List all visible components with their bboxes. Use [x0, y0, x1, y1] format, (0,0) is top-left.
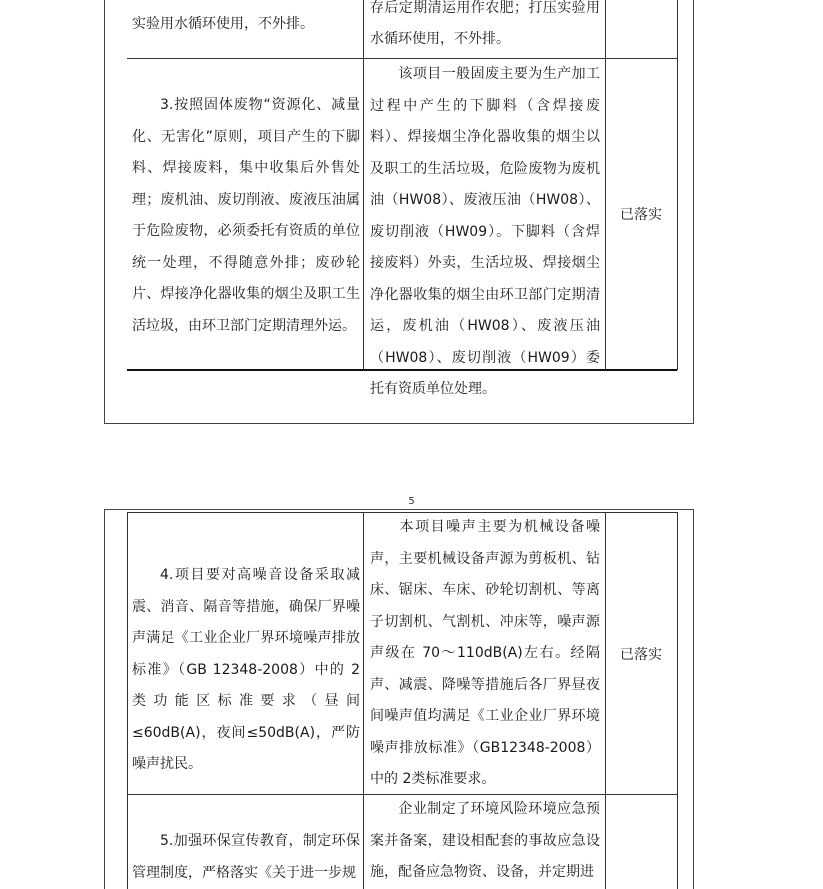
table-column-divider [363, 0, 364, 370]
row4-left: 4.项目要对高噪音设备采取减震、消音、隔音等措施，确保厂界噪声满足《工业企业厂界环境噪声排放标准》（GB 12348-2008）中的 2类功能区标准要求（昼间≤60dB(A)，夜间≤50dB(A)，严防噪声扰民。 [132, 567, 360, 772]
table-cell-requirement [132, 826, 360, 889]
status-cell: 已落实 [620, 647, 662, 663]
row-partial-left: 实验用水循环使用，不外排。 [132, 16, 314, 32]
table-cell-requirement [132, 560, 360, 781]
table-cell-implementation [370, 512, 600, 796]
table-column-divider [605, 0, 606, 370]
table-column-divider [605, 512, 606, 889]
table-column-divider [677, 58, 678, 370]
table-column-divider [677, 512, 678, 889]
table-cell-implementation [370, 59, 600, 406]
page-number: 5 [408, 496, 415, 507]
document-page-top [104, 0, 694, 424]
row3-left: 3.按照固体废物“资源化、减量化、无害化”原则，项目产生的下脚料、焊接废料，集中收集后外售处理；废机油、废切削液、废液压油属于危险废物，必须委托有资质的单位统一处理，不得随意外排；废砂轮片、焊接净化器收集的烟尘及职工生活垃圾，由环卫部门定期清理外运。 [132, 97, 360, 334]
table-cell-requirement [132, 9, 360, 40]
row-partial-right: 存后定期清运用作农肥；打压实验用水循环使用，不外排。 [370, 0, 600, 47]
document-page-bottom [104, 509, 694, 889]
row4-right: 本项目噪声主要为机械设备噪声，主要机械设备声源为剪板机、钻床、锯床、车床、砂轮切割机、等离子切割机、气割机、冲床等，噪声源声级在 70～110dB(A)左右。经隔声、减震、降噪等措施后各厂界昼夜间噪声值均满足《工业企业厂界环境噪声排放标准》（GB12348-2008）中的 2类标准要求。 [370, 519, 600, 787]
table-cell-implementation [370, 794, 600, 889]
table-column-divider [127, 512, 128, 889]
table-column-divider [677, 0, 678, 58]
table-cell-implementation [370, 0, 600, 55]
row5-left: 5.加强环保宣传教育，制定环保管理制度，严格落实《关于进一步规 [132, 833, 360, 881]
row5-right: 企业制定了环境风险环境应急预案并备案，建设相配套的事故应急设施，配备应急物资、设备，并定期进 [370, 801, 600, 880]
table-cell-requirement [132, 90, 360, 342]
row3-right: 该项目一般固废主要为生产加工过程中产生的下脚料（含焊接废料）、焊接烟尘净化器收集的烟尘以及职工的生活垃圾，危险废物为废机油（HW08）、废液压油（HW08）、废切削液（HW09）。下脚料（含焊接废料）外卖，生活垃圾、焊接烟尘净化器收集的烟尘由环卫部门定期清运，废机油（HW08）、废液压油（HW08）、废切削液（HW09）委托有资质单位处理。 [370, 66, 600, 397]
table-column-divider [363, 512, 364, 889]
status-cell: 已落实 [620, 207, 662, 223]
table-bottom-border [127, 369, 677, 371]
